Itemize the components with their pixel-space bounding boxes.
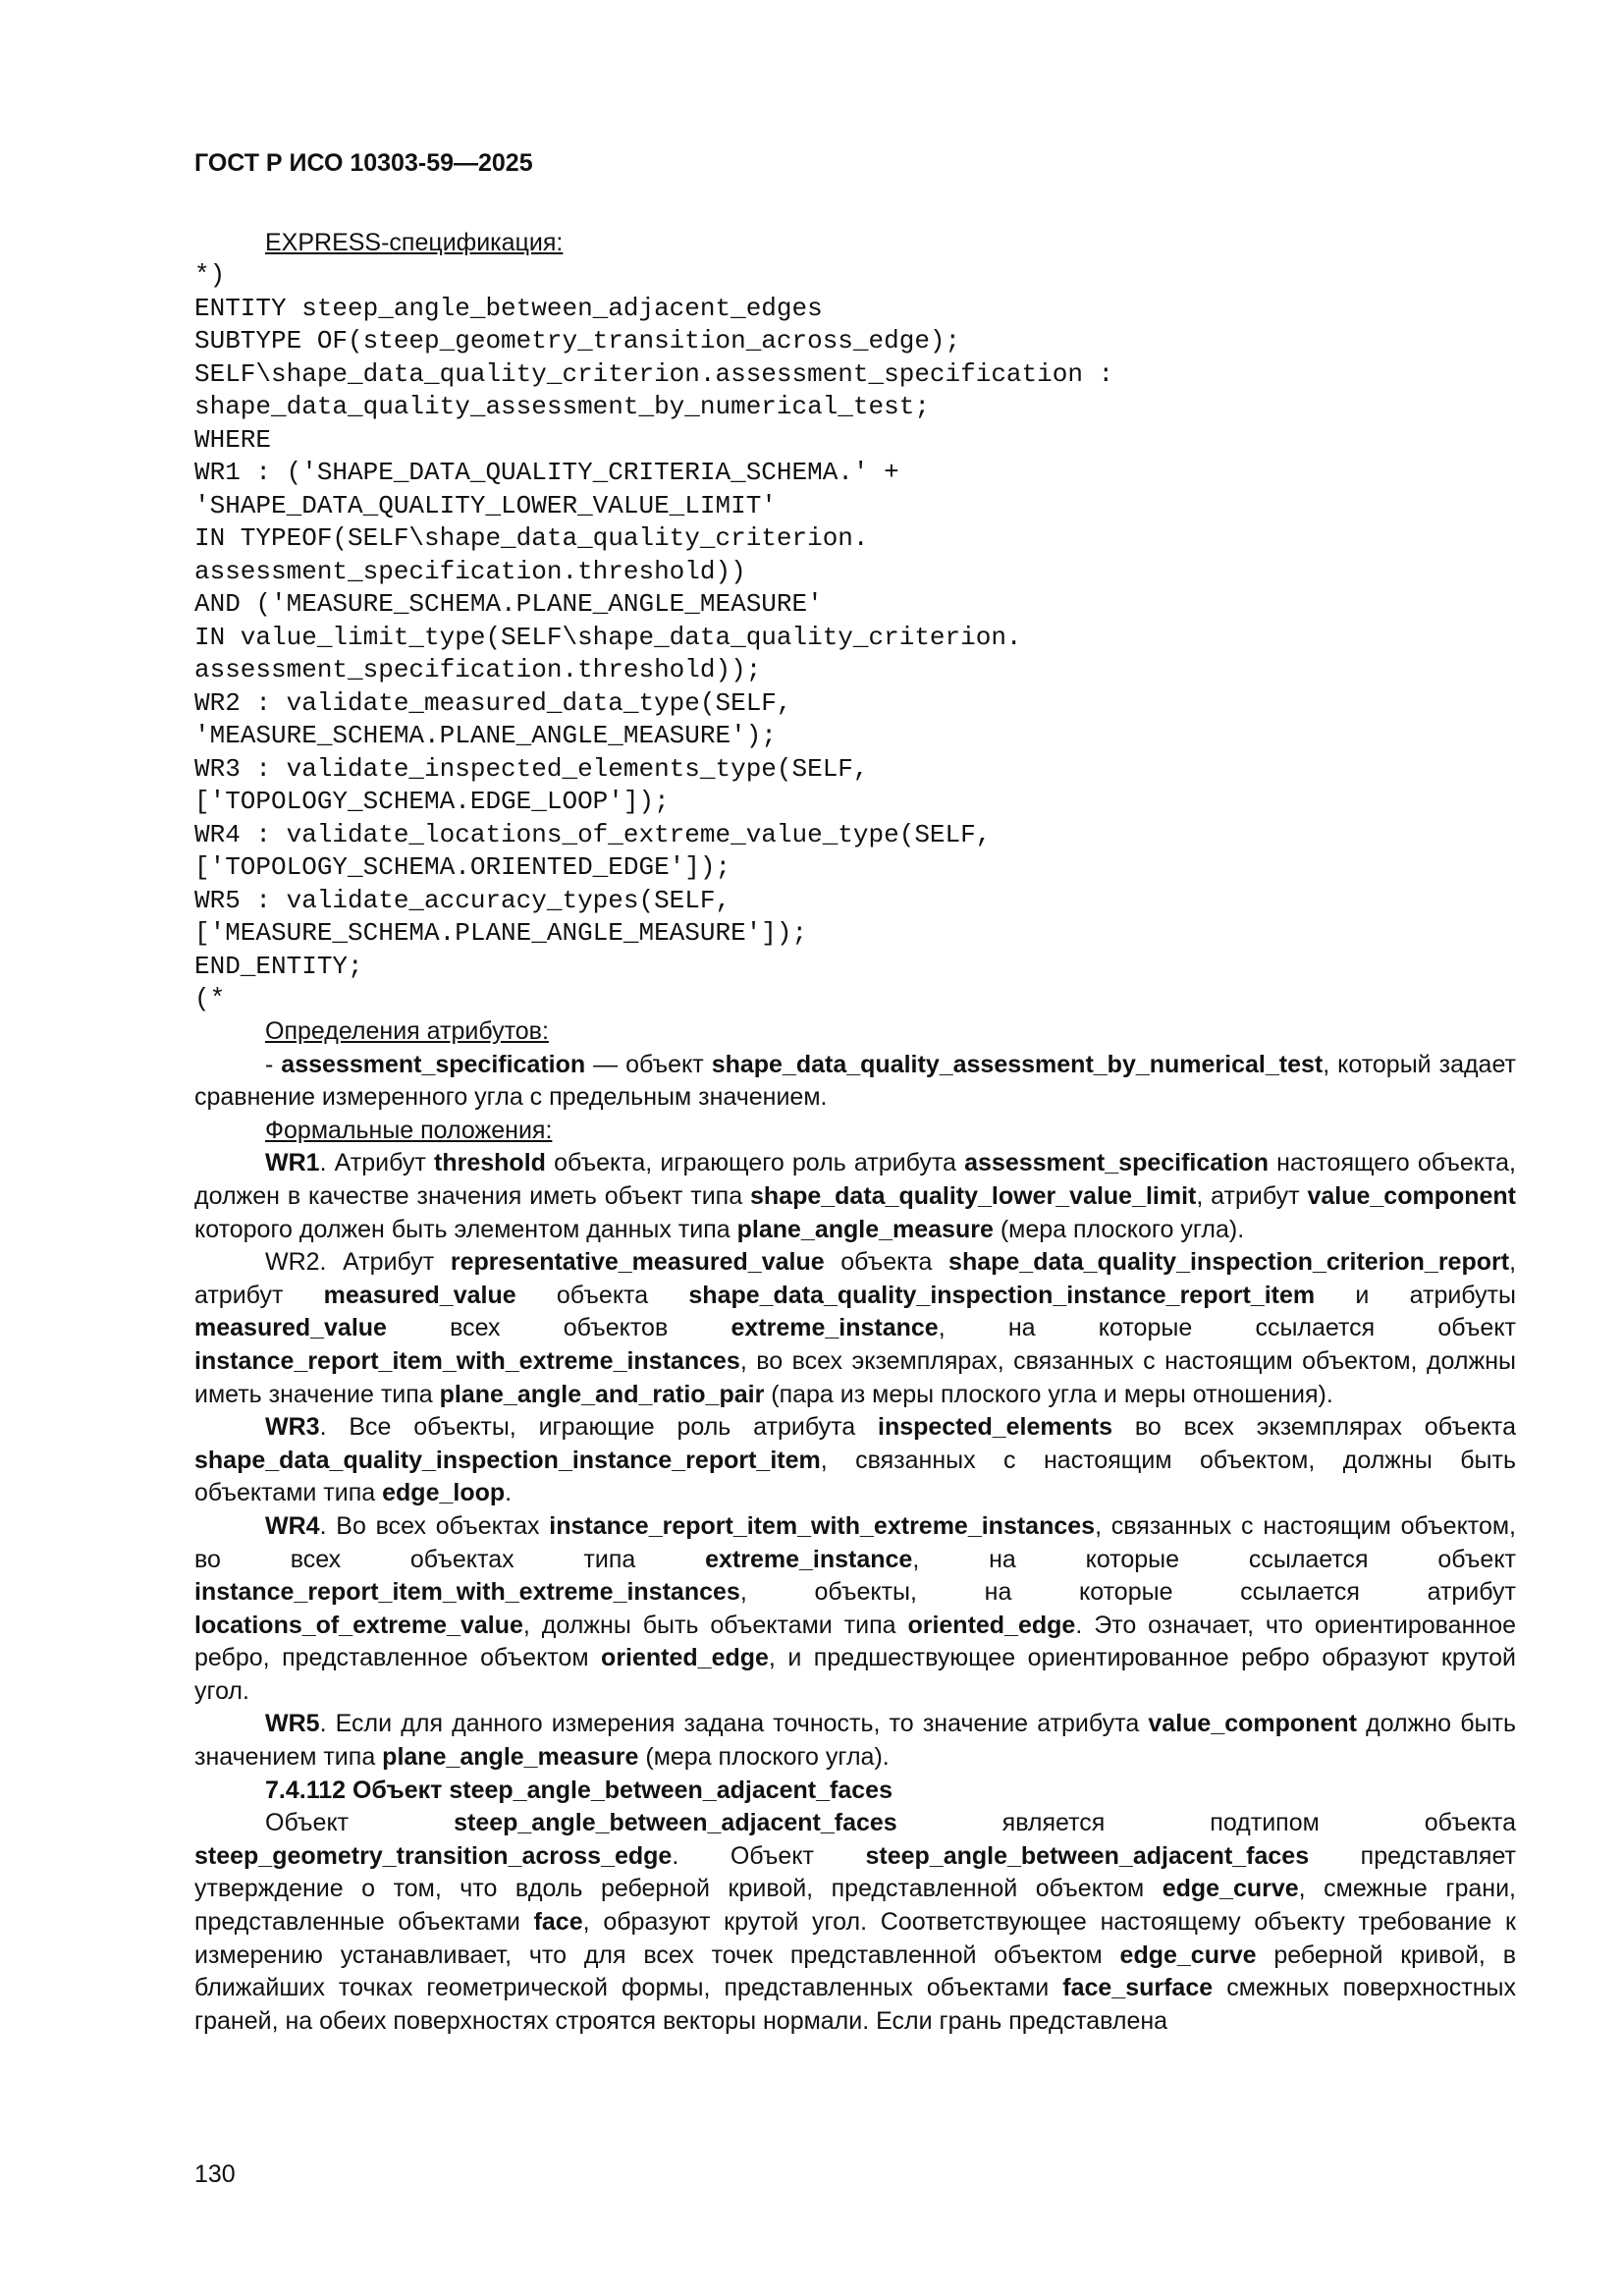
attr-name: assessment_specification	[281, 1050, 586, 1078]
bold-term: instance_report_item_with_extreme_instances	[549, 1511, 1096, 1540]
bold-term: plane_angle_measure	[382, 1743, 639, 1772]
section-paragraph	[194, 1807, 1516, 2038]
express-heading: EXPRESS-спецификация:	[265, 229, 564, 256]
text-span: , должны быть объектами типа	[522, 1611, 908, 1639]
text-span: , на которые ссылается объект	[912, 1545, 1516, 1573]
text-span: Объект	[265, 1809, 455, 1837]
code-line: (*	[194, 984, 226, 1013]
wr4-paragraph	[194, 1510, 1516, 1709]
body-text	[194, 1015, 1516, 2038]
code-line: WR2 : validate_measured_data_type(SELF,	[194, 687, 792, 718]
attr-prefix: -	[265, 1050, 282, 1078]
code-line: WR5 : validate_accuracy_types(SELF,	[194, 885, 731, 915]
text-span: всех объектов	[386, 1314, 731, 1342]
wr5-paragraph	[194, 1708, 1516, 1774]
code-line: AND ('MEASURE_SCHEMA.PLANE_ANGLE_MEASURE'	[194, 589, 823, 619]
text-span: . Это означает, что ориентированное ребро, представленное объектом	[194, 1611, 1516, 1672]
bold-term: assessment_specification	[964, 1149, 1269, 1177]
text-span: Атрибут	[326, 1248, 451, 1277]
text-span: , атрибут	[1196, 1181, 1308, 1210]
text-span: .	[505, 1479, 513, 1507]
text-span: , и предшествующее ориентированное ребро образуют крутой угол.	[194, 1644, 1516, 1705]
attribute-definition	[194, 1049, 1516, 1115]
text-span: . Объект	[672, 1841, 866, 1870]
code-line: 'MEASURE_SCHEMA.PLANE_ANGLE_MEASURE');	[194, 721, 777, 750]
code-line: IN TYPEOF(SELF\shape_data_quality_criterion.	[194, 523, 869, 553]
attr-dash: — объект	[585, 1050, 712, 1078]
code-line: END_ENTITY;	[194, 951, 363, 981]
text-span: и атрибуты	[1315, 1281, 1516, 1309]
bold-term: threshold	[434, 1149, 546, 1177]
text-span: , связанных с настоящим объектом, во всех объектах типа	[194, 1511, 1516, 1573]
code-line: SELF\shape_data_quality_criterion.assessment_specification :	[194, 358, 1114, 389]
bold-term: value_component	[1148, 1710, 1357, 1738]
code-line: ENTITY steep_angle_between_adjacent_edges	[194, 293, 823, 323]
code-line: ['TOPOLOGY_SCHEMA.ORIENTED_EDGE']);	[194, 852, 731, 882]
bold-term: extreme_instance	[730, 1314, 939, 1342]
text-span: (мера плоского угла).	[638, 1743, 890, 1772]
section-heading: 7.4.112 Объект steep_angle_between_adjacent_faces	[265, 1776, 893, 1804]
code-line: ['TOPOLOGY_SCHEMA.EDGE_LOOP']);	[194, 787, 670, 816]
bold-term: face_surface	[1062, 1974, 1214, 2002]
bold-term: edge_curve	[1162, 1875, 1299, 1903]
wr5-label: WR5	[265, 1710, 320, 1738]
text-span: объекта	[515, 1281, 689, 1309]
code-line: WHERE	[194, 424, 272, 455]
bold-term: face	[533, 1908, 583, 1937]
text-span: которого должен быть элементом данных типа	[194, 1215, 737, 1243]
code-line: WR4 : validate_locations_of_extreme_value_type(SELF,	[194, 819, 992, 849]
text-span: . Все объекты, играющие роль атрибута	[319, 1413, 879, 1442]
text-span: реберной кривой, в ближайших точках геометрической формы, представленных объектами	[194, 1941, 1516, 2002]
text-span: объекта, играющего роль атрибута	[545, 1149, 965, 1177]
bold-term: shape_data_quality_inspection_instance_report_item	[194, 1446, 821, 1474]
bold-term: steep_angle_between_adjacent_faces	[454, 1809, 897, 1837]
bold-term: measured_value	[194, 1314, 387, 1342]
wr4-label: WR4	[265, 1511, 320, 1540]
bold-term: locations_of_extreme_value	[194, 1611, 523, 1639]
bold-term: shape_data_quality_inspection_instance_report_item	[688, 1281, 1316, 1309]
text-span: должно быть значением типа	[194, 1710, 1516, 1772]
text-span: смежных поверхностных граней, на обеих поверхностях строятся векторы нормали. Если грань представлена	[194, 1974, 1517, 2035]
code-line: SUBTYPE OF(steep_geometry_transition_across_edge);	[194, 326, 961, 355]
text-span: , смежные грани, представленные объектами	[194, 1875, 1516, 1937]
page-number: 130	[194, 2160, 236, 2188]
text-span: . Во всех объектах	[319, 1511, 550, 1540]
attr-type: shape_data_quality_assessment_by_numerical_test	[711, 1050, 1324, 1078]
express-specification	[194, 226, 1510, 1016]
bold-term: steep_geometry_transition_across_edge	[194, 1841, 673, 1870]
text-span: , образуют крутой угол. Соответствующее настоящему объекту требование к измерению устанавливает, что для всех точек представленной объектом	[194, 1908, 1516, 1969]
wr1-paragraph	[194, 1147, 1516, 1246]
code-line: WR1 : ('SHAPE_DATA_QUALITY_CRITERIA_SCHEMA.' +	[194, 458, 899, 487]
text-span: (мера плоского угла).	[993, 1215, 1245, 1243]
wr1-label: WR1	[265, 1149, 320, 1177]
code-line: *)	[194, 260, 226, 290]
code-line: WR3 : validate_inspected_elements_type(SELF,	[194, 753, 869, 784]
bold-term: oriented_edge	[907, 1611, 1076, 1639]
text-span: настоящего объекта, должен в качестве значения иметь объект типа	[194, 1149, 1516, 1210]
text-span: (пара из меры плоского угла и меры отношения).	[764, 1380, 1333, 1408]
text-span: , объекты, на которые ссылается атрибут	[739, 1578, 1516, 1607]
bold-term: measured_value	[323, 1281, 516, 1309]
attributes-heading: Определения атрибутов:	[265, 1017, 549, 1045]
bold-term: instance_report_item_with_extreme_instances	[194, 1578, 740, 1607]
text-span: представляет утверждение о том, что вдоль реберной кривой, представленной объектом	[194, 1841, 1516, 1903]
bold-term: shape_data_quality_inspection_criterion_report	[948, 1248, 1510, 1277]
bold-term: value_component	[1307, 1181, 1517, 1210]
bold-term: edge_curve	[1119, 1941, 1257, 1969]
bold-term: representative_measured_value	[450, 1248, 825, 1277]
attr-rest: , который задает сравнение измеренного угла с предельным значением.	[194, 1050, 1516, 1112]
text-span: во всех экземплярах объекта	[1112, 1413, 1517, 1442]
text-span: является подтипом объекта	[896, 1809, 1516, 1837]
text-span: , атрибут	[194, 1248, 1517, 1309]
bold-term: plane_angle_measure	[736, 1215, 994, 1243]
bold-term: oriented_edge	[601, 1644, 769, 1672]
code-line: assessment_specification.threshold));	[194, 655, 762, 684]
bold-term: steep_angle_between_adjacent_faces	[865, 1841, 1310, 1870]
formal-heading: Формальные положения:	[265, 1116, 553, 1144]
code-line: shape_data_quality_assessment_by_numerical_test;	[194, 392, 930, 421]
code-line: assessment_specification.threshold))	[194, 556, 746, 586]
bold-term: extreme_instance	[705, 1545, 913, 1573]
text-span: . Атрибут	[319, 1149, 435, 1177]
text-span: , во всех экземплярах, связанных с настоящим объектом, должны иметь значение типа	[194, 1346, 1516, 1408]
bold-term: shape_data_quality_lower_value_limit	[750, 1181, 1197, 1210]
express-code	[194, 259, 1510, 1016]
code-line: ['MEASURE_SCHEMA.PLANE_ANGLE_MEASURE']);	[194, 918, 808, 948]
bold-term: edge_loop	[382, 1479, 506, 1507]
text-span: , связанных с настоящим объектом, должны быть объектами типа	[194, 1446, 1516, 1507]
text-span: . Если для данного измерения задана точность, то значение атрибута	[319, 1710, 1149, 1738]
wr2-label: WR2.	[265, 1248, 327, 1277]
text-span: объекта	[824, 1248, 949, 1277]
text-span: , на которые ссылается объект	[938, 1314, 1516, 1342]
bold-term: inspected_elements	[878, 1413, 1113, 1442]
standard-header: ГОСТ Р ИСО 10303-59—2025	[194, 149, 533, 177]
wr2-paragraph	[194, 1246, 1516, 1411]
wr3-label: WR3	[265, 1413, 320, 1442]
code-line: IN value_limit_type(SELF\shape_data_quality_criterion.	[194, 622, 1022, 652]
bold-term: plane_angle_and_ratio_pair	[439, 1380, 765, 1408]
wr3-paragraph	[194, 1411, 1516, 1510]
code-line: 'SHAPE_DATA_QUALITY_LOWER_VALUE_LIMIT'	[194, 490, 777, 520]
bold-term: instance_report_item_with_extreme_instances	[194, 1346, 740, 1375]
